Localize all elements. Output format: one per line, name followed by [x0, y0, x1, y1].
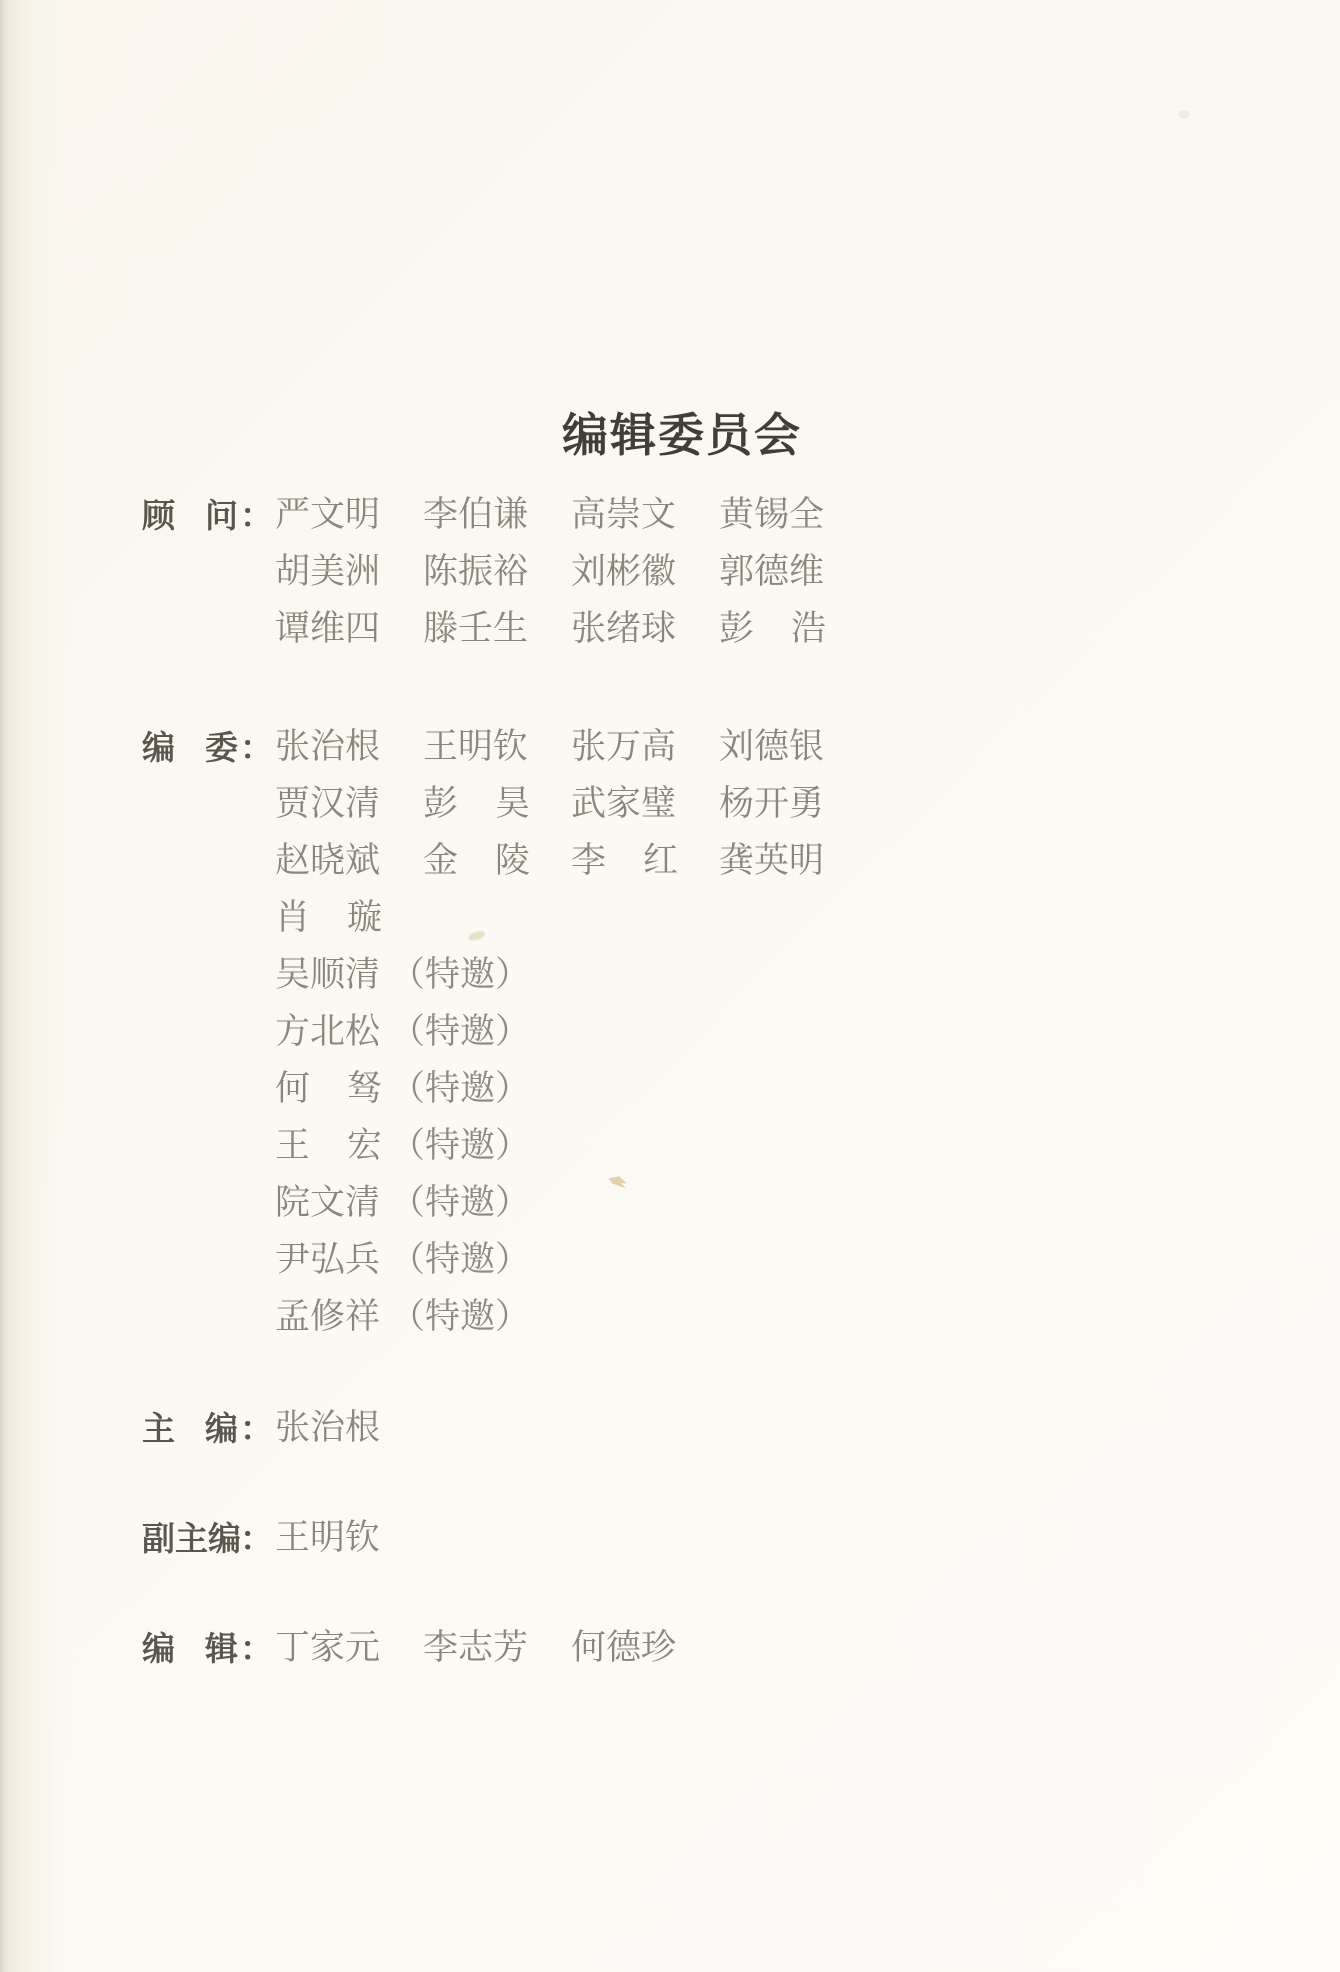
person-name: 严文明 [275, 495, 381, 535]
person-name-char: 彭 [423, 784, 459, 824]
person-name [275, 898, 382, 938]
row-label-area [142, 1519, 275, 1558]
person-name [571, 841, 678, 881]
person-entry [423, 841, 530, 881]
section-row [142, 947, 1340, 1004]
section-row [142, 1620, 1340, 1677]
person-name-char: 浩 [790, 609, 826, 649]
section-label [142, 1629, 238, 1668]
person-name-char: 李 [571, 841, 607, 881]
invited-tag: （特邀） [390, 955, 531, 995]
person-name [275, 1069, 382, 1109]
person-entry [275, 1518, 382, 1558]
person-name: 丁家元 [275, 1628, 381, 1668]
person-name: 张治根 [275, 727, 381, 767]
person-entry [571, 784, 678, 824]
section-label [142, 1519, 241, 1558]
person-entry [719, 784, 826, 824]
person-name: 刘彬徽 [571, 552, 677, 592]
person-name: 李伯谦 [423, 495, 529, 535]
person-name: 张治根 [275, 1408, 381, 1448]
row-names [275, 1628, 678, 1668]
person-entry [275, 727, 382, 767]
person-name: 孟修祥 [275, 1297, 381, 1337]
person-entry [571, 495, 678, 535]
person-name: 张绪球 [571, 609, 677, 649]
person-entry [423, 1628, 530, 1668]
person-entry [275, 1183, 531, 1223]
section-label-colon: ： [240, 1409, 273, 1448]
section-row [142, 1175, 1340, 1232]
row-names [275, 1126, 531, 1166]
section-label [142, 496, 238, 535]
person-entry [423, 495, 530, 535]
person-name: 尹弘兵 [275, 1240, 381, 1280]
person-name: 赵晓斌 [275, 841, 381, 881]
person-entry [423, 784, 530, 824]
row-label-area [142, 1629, 275, 1668]
person-entry [275, 898, 382, 938]
person-name: 方北松 [275, 1012, 381, 1052]
section-row [142, 544, 1340, 601]
person-entry [719, 552, 826, 592]
person-name-char: 驽 [346, 1069, 382, 1109]
person-entry [275, 784, 382, 824]
row-names [275, 1069, 531, 1109]
section-deputy-chief-editor [142, 1510, 1340, 1567]
row-names [275, 495, 826, 535]
section-row [142, 1232, 1340, 1289]
person-name: 李志芳 [423, 1628, 529, 1668]
person-entry [719, 495, 826, 535]
person-name: 贾汉清 [275, 784, 381, 824]
person-name-char: 红 [642, 841, 678, 881]
person-name [275, 1126, 382, 1166]
person-name-char: 何 [275, 1069, 311, 1109]
section-label [142, 1409, 238, 1448]
invited-tag: （特邀） [390, 1297, 531, 1337]
person-name [423, 841, 530, 881]
person-entry [275, 1297, 531, 1337]
section-label [142, 728, 238, 767]
section-editorial-board [142, 719, 1340, 1346]
section-label-char: 顾 [142, 496, 175, 535]
row-names [275, 552, 826, 592]
section-label-char: 主 [175, 1519, 208, 1558]
person-entry [423, 552, 530, 592]
section-label-char: 问 [205, 496, 238, 535]
section-editors [142, 1620, 1340, 1677]
invited-tag: （特邀） [390, 1069, 531, 1109]
row-names [275, 898, 382, 938]
page-title: 编辑委员会 [562, 407, 802, 462]
person-name-char: 金 [423, 841, 459, 881]
person-entry [275, 955, 531, 995]
row-names [275, 1518, 382, 1558]
person-name: 院文清 [275, 1183, 381, 1223]
person-name: 黄锡全 [719, 495, 825, 535]
invited-tag: （特邀） [390, 1183, 531, 1223]
row-names [275, 1297, 531, 1337]
person-name: 陈振裕 [423, 552, 529, 592]
section-label-colon: ： [240, 496, 273, 535]
person-name: 谭维四 [275, 609, 381, 649]
row-label-area [142, 496, 275, 535]
person-name-char: 璇 [346, 898, 382, 938]
row-names [275, 609, 826, 649]
person-entry [275, 1408, 382, 1448]
person-name: 王明钦 [275, 1518, 381, 1558]
section-row [142, 601, 1340, 658]
person-name: 何德珍 [571, 1628, 677, 1668]
row-names [275, 1408, 382, 1448]
person-entry [571, 609, 678, 649]
person-entry [719, 841, 826, 881]
row-names [275, 841, 826, 881]
section-row [142, 833, 1340, 890]
section-row [142, 1510, 1340, 1567]
person-name: 王明钦 [423, 727, 529, 767]
person-name: 胡美洲 [275, 552, 381, 592]
section-label-char: 编 [208, 1519, 241, 1558]
section-label-char: 主 [142, 1409, 175, 1448]
person-name: 高崇文 [571, 495, 677, 535]
person-name: 杨开勇 [719, 784, 825, 824]
section-row [142, 1400, 1340, 1457]
section-row [142, 719, 1340, 776]
person-entry [275, 495, 382, 535]
row-names [275, 955, 531, 995]
section-row [142, 890, 1340, 947]
person-entry [423, 609, 530, 649]
person-name: 龚英明 [719, 841, 825, 881]
person-name [719, 609, 826, 649]
person-name: 武家璧 [571, 784, 677, 824]
row-label-area [142, 1409, 275, 1448]
person-name-char: 彭 [719, 609, 755, 649]
person-name: 吴顺清 [275, 955, 381, 995]
person-entry [275, 1126, 531, 1166]
section-label-colon: ： [240, 1519, 273, 1558]
person-name-char: 陵 [494, 841, 530, 881]
section-row [142, 1061, 1340, 1118]
section-label-char: 编 [205, 1409, 238, 1448]
row-names [275, 784, 826, 824]
section-label-char: 编 [142, 728, 175, 767]
section-chief-editor [142, 1400, 1340, 1457]
section-row [142, 1004, 1340, 1061]
person-entry [423, 727, 530, 767]
row-names [275, 727, 826, 767]
person-entry [571, 552, 678, 592]
page-binding-shadow [0, 0, 70, 1972]
person-entry [275, 1069, 531, 1109]
person-entry [571, 1628, 678, 1668]
invited-tag: （特邀） [390, 1240, 531, 1280]
person-entry [275, 1240, 531, 1280]
section-label-char: 辑 [205, 1629, 238, 1668]
section-label-char: 编 [142, 1629, 175, 1668]
person-entry [275, 552, 382, 592]
section-label-colon: ： [240, 1629, 273, 1668]
person-name: 郭德维 [719, 552, 825, 592]
section-row [142, 776, 1340, 833]
section-row [142, 1118, 1340, 1175]
row-names [275, 1012, 531, 1052]
paper-speck-faint [1178, 110, 1190, 119]
person-name: 滕壬生 [423, 609, 529, 649]
person-name: 刘德银 [719, 727, 825, 767]
section-advisors [142, 487, 1340, 658]
invited-tag: （特邀） [390, 1012, 531, 1052]
row-names [275, 1183, 531, 1223]
section-row [142, 487, 1340, 544]
person-entry [571, 841, 678, 881]
person-name: 张万高 [571, 727, 677, 767]
section-label-char: 委 [205, 728, 238, 767]
person-entry [571, 727, 678, 767]
person-name-char: 王 [275, 1126, 311, 1166]
person-entry [275, 609, 382, 649]
row-names [275, 1240, 531, 1280]
person-entry [719, 609, 826, 649]
person-name-char: 宏 [346, 1126, 382, 1166]
section-row [142, 1289, 1340, 1346]
person-name [423, 784, 530, 824]
row-label-area [142, 728, 275, 767]
person-name-char: 肖 [275, 898, 311, 938]
person-entry [719, 727, 826, 767]
person-entry [275, 1012, 531, 1052]
person-entry [275, 841, 382, 881]
section-label-char: 副 [142, 1519, 175, 1558]
person-name-char: 昊 [494, 784, 530, 824]
section-label-colon: ： [240, 728, 273, 767]
invited-tag: （特邀） [390, 1126, 531, 1166]
person-entry [275, 1628, 382, 1668]
